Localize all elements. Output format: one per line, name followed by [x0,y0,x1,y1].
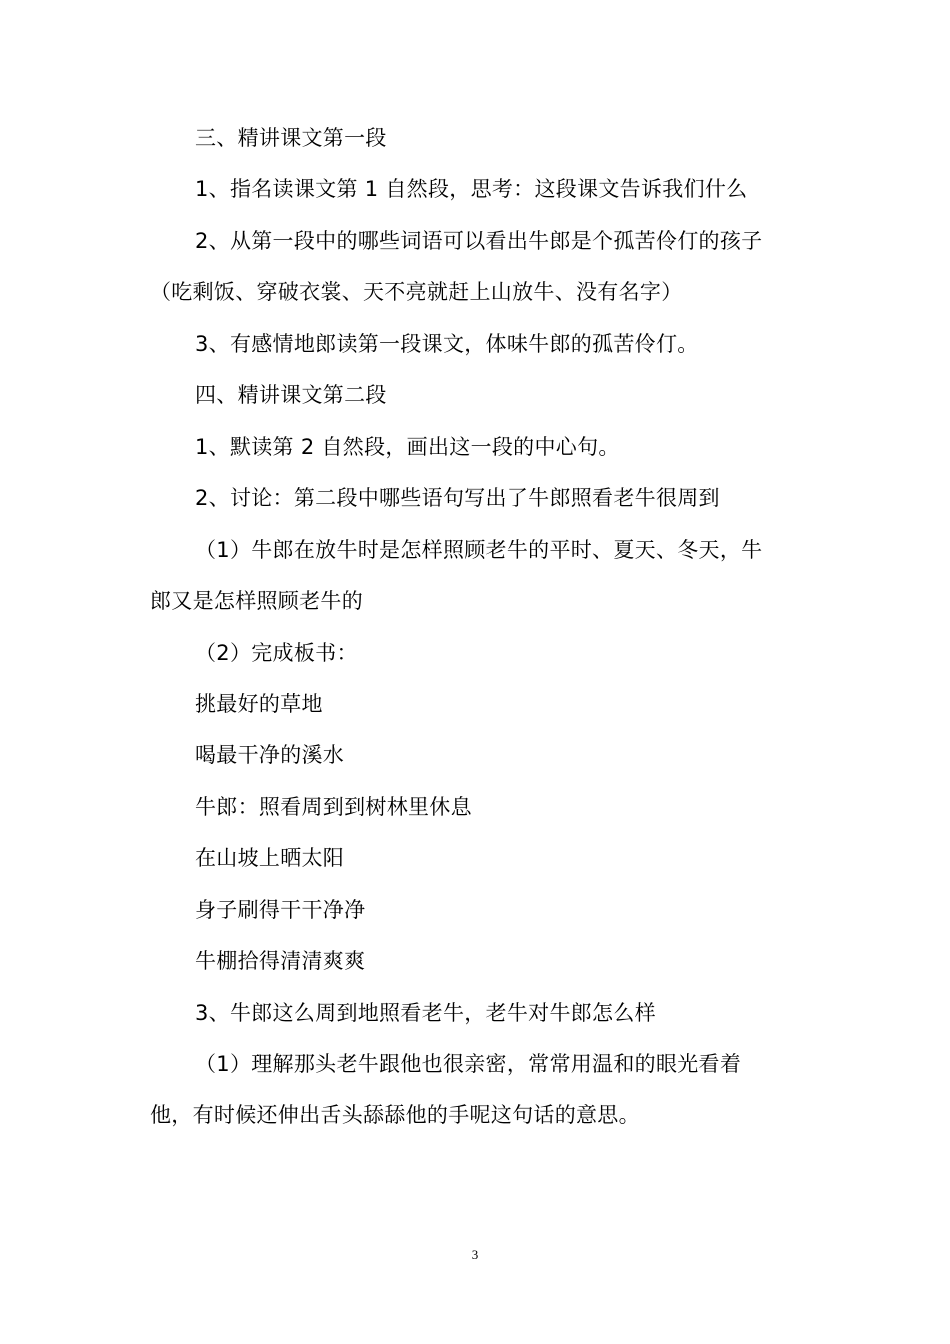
paragraph-line: 3、牛郎这么周到地照看老牛，老牛对牛郎怎么样 [195,1001,656,1025]
paragraph-line: 1、指名读课文第 1 自然段，思考：这段课文告诉我们什么 [195,177,748,201]
section-heading-four: 四、精讲课文第二段 [195,383,387,407]
board-line: 牛棚拾得清清爽爽 [195,949,366,973]
paragraph-line: （1）理解那头老牛跟他也很亲密，常常用温和的眼光看着 [195,1052,742,1076]
paragraph-line: 2、讨论：第二段中哪些语句写出了牛郎照看老牛很周到 [195,486,720,510]
paragraph-line: 郎又是怎样照顾老牛的 [150,589,363,613]
board-line: 喝最干净的溪水 [195,743,345,767]
board-line: 在山坡上晒太阳 [195,846,345,870]
paragraph-line: （吃剩饭、穿破衣裳、天不亮就赶上山放牛、没有名字） [150,280,683,304]
paragraph-line: 1、默读第 2 自然段，画出这一段的中心句。 [195,435,620,459]
paragraph-line: （2）完成板书： [195,641,358,665]
board-line: 身子刷得干干净净 [195,898,366,922]
board-line: 牛郎：照看周到到树林里休息 [195,795,472,819]
paragraph-line: 3、有感情地郎读第一段课文，体味牛郎的孤苦伶仃。 [195,332,699,356]
paragraph-line: （1）牛郎在放牛时是怎样照顾老牛的平时、夏天、冬天，牛 [195,538,763,562]
page-number: 3 [471,1247,479,1262]
paragraph-line: 2、从第一段中的哪些词语可以看出牛郎是个孤苦伶仃的孩子 [195,229,763,253]
paragraph-line: 他，有时候还伸出舌头舔舔他的手呢这句话的意思。 [150,1103,640,1127]
section-heading-three: 三、精讲课文第一段 [195,126,387,150]
board-line: 挑最好的草地 [195,692,323,716]
